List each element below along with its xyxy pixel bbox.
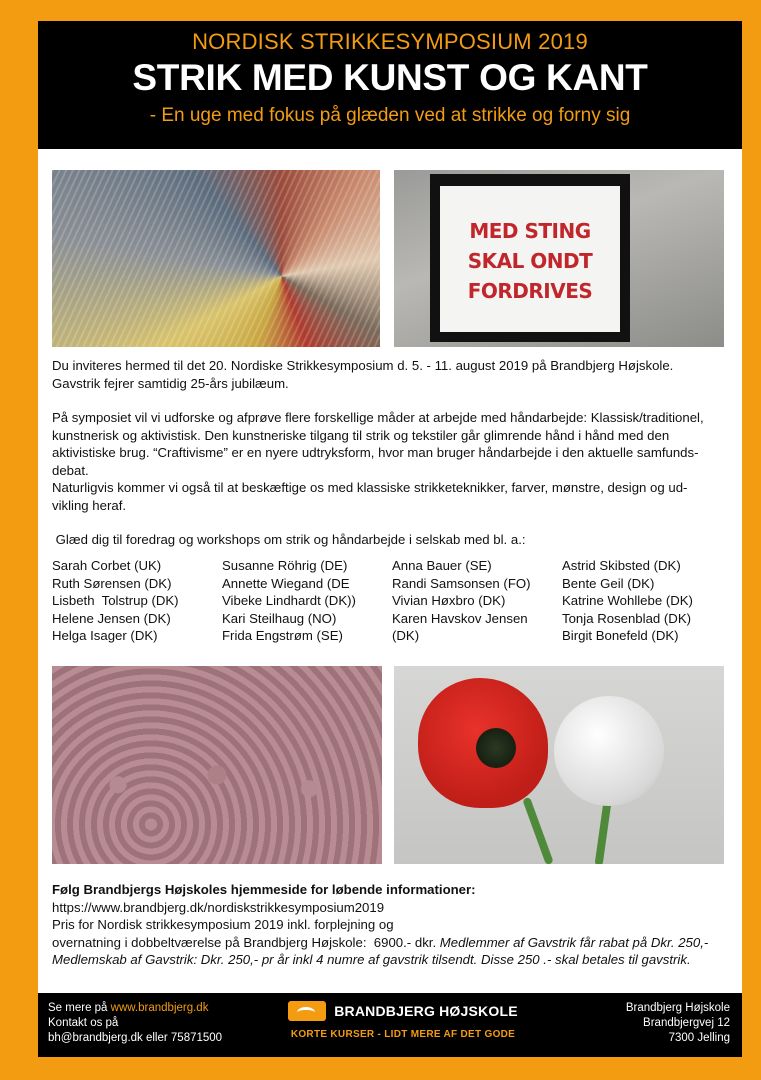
knitted-art-photo [52,170,380,347]
speaker-name: Randi Samsonsen (FO) [392,575,531,591]
speaker-column-1 [52,557,222,645]
framed-sign-photo [394,170,724,347]
speaker-name: (DK) [392,628,420,643]
workshops-intro: Glæd dig til foredrag og workshops om strik og håndarbejde i selskab med bl. a.: [52,532,526,547]
membership-note: Medlemskab af Gavstrik: Dkr. 250,- pr år inkl 4 numre af gavstrik tilsendt. Disse 250 .- skal betales til gavstrik. [52,952,691,967]
header-banner [38,21,742,149]
description-paragraph: På symposiet vil vi udforske og afprøve flere forskellige måder at arbejde med håndarbejde: Klassisk/traditionel, kunstnerisk og aktivistisk. Den kunstneriske tilgang til strik og tekstiler går glimrende hånd i hånd med den aktivistiske brug. “Craftivisme” er en nyere udtryksform, hvor man bruger håndarbejde i den aktuelle samfunds- debat. Naturligvis kommer vi også til at beskæftige os med klassiske strikketeknikker, farver, mønstre, design og ud- vikling heraf. [52,410,704,513]
follow-heading: Følg Brandbjergs Højskoles hjemmeside for løbende informationer: [52,882,476,897]
speaker-name: Frida Engstrøm (SE) [222,628,343,643]
knitted-flowers-photo [394,666,724,864]
discount-note: Medlemmer af Gavstrik får rabat på Dkr. 250,- [439,934,709,950]
speaker-name: Helene Jensen (DK) [52,610,171,626]
website-link[interactable]: www.brandbjerg.dk [110,1002,209,1014]
event-title: STRIK MED KUNST OG KANT [132,57,648,98]
speaker-column-4 [562,557,732,645]
event-tagline: - En uge med fokus på glæden ved at strikke og forny sig [149,105,631,126]
speaker-name: Birgit Bonefeld (DK) [562,628,679,643]
speaker-column-3 [392,557,562,645]
email-phone[interactable]: bh@brandbjerg.dk eller 75871500 [48,1032,223,1044]
speaker-column-2 [222,557,392,645]
logo-icon [288,1001,326,1021]
picture-frame [430,174,630,342]
pink-knit-texture-photo [52,666,382,864]
event-url[interactable]: https://www.brandbjerg.dk/nordiskstrikkesymposium2019 [52,899,385,915]
speaker-name: Vivian Høxbro (DK) [392,593,506,608]
speaker-name: Katrine Wohllebe (DK) [562,593,693,608]
white-dandelion [554,696,664,806]
price-line-2: overnatning i dobbeltværelse på Brandbjerg Højskole: 6900.- dkr. Medlemmer af Gavstrik får rabat på Dkr. 250,- [52,934,709,950]
speaker-name: Kari Steilhaug (NO) [222,610,337,626]
speaker-name: Bente Geil (DK) [562,575,655,591]
info-block [52,881,732,969]
speaker-name: Vibeke Lindhardt (DK)) [222,593,356,608]
speaker-name: Anna Bauer (SE) [392,558,492,573]
speaker-name: Ruth Sørensen (DK) [52,575,172,591]
school-logo: BRANDBJERG HØJSKOLE KORTE KURSER - LIDT MERE AF DET GODE [288,1001,518,1042]
speaker-name: Sarah Corbet (UK) [52,558,162,573]
speaker-name: Susanne Röhrig (DE) [222,558,348,573]
speaker-name: Annette Wiegand (DE [222,575,350,591]
logo-tagline: KORTE KURSER - LIDT MERE AF DET GODE [290,1029,516,1040]
flyer-content [38,149,742,993]
speaker-name: Helga Isager (DK) [52,628,158,643]
speaker-name: Lisbeth Tolstrup (DK) [52,593,179,608]
speaker-name: Karen Havskov Jensen [392,610,528,626]
intro-paragraph: Du inviteres hermed til det 20. Nordiske Strikkesymposium d. 5. - 11. august 2019 på Brandbjerg Højskole. Gavstrik fejrer samtidig 25-års jubilæum. [52,358,674,391]
footer-bar [38,993,742,1057]
price-line-1: Pris for Nordisk strikkesymposium 2019 inkl. forplejning og [52,917,394,932]
sign-text: MED STING SKAL ONDT FORDRIVES [467,219,593,303]
speaker-name: Tonja Rosenblad (DK) [562,610,692,626]
speaker-name: Astrid Skibsted (DK) [562,558,681,573]
event-subtitle: NORDISK STRIKKESYMPOSIUM 2019 [192,29,588,54]
footer-contact: Se mere på www.brandbjerg.dk Kontakt os på bh@brandbjerg.dk eller 75871500 [48,1002,223,1044]
footer-address: Brandbjerg Højskole Brandbjergvej 12 7300 Jelling [625,1002,730,1044]
